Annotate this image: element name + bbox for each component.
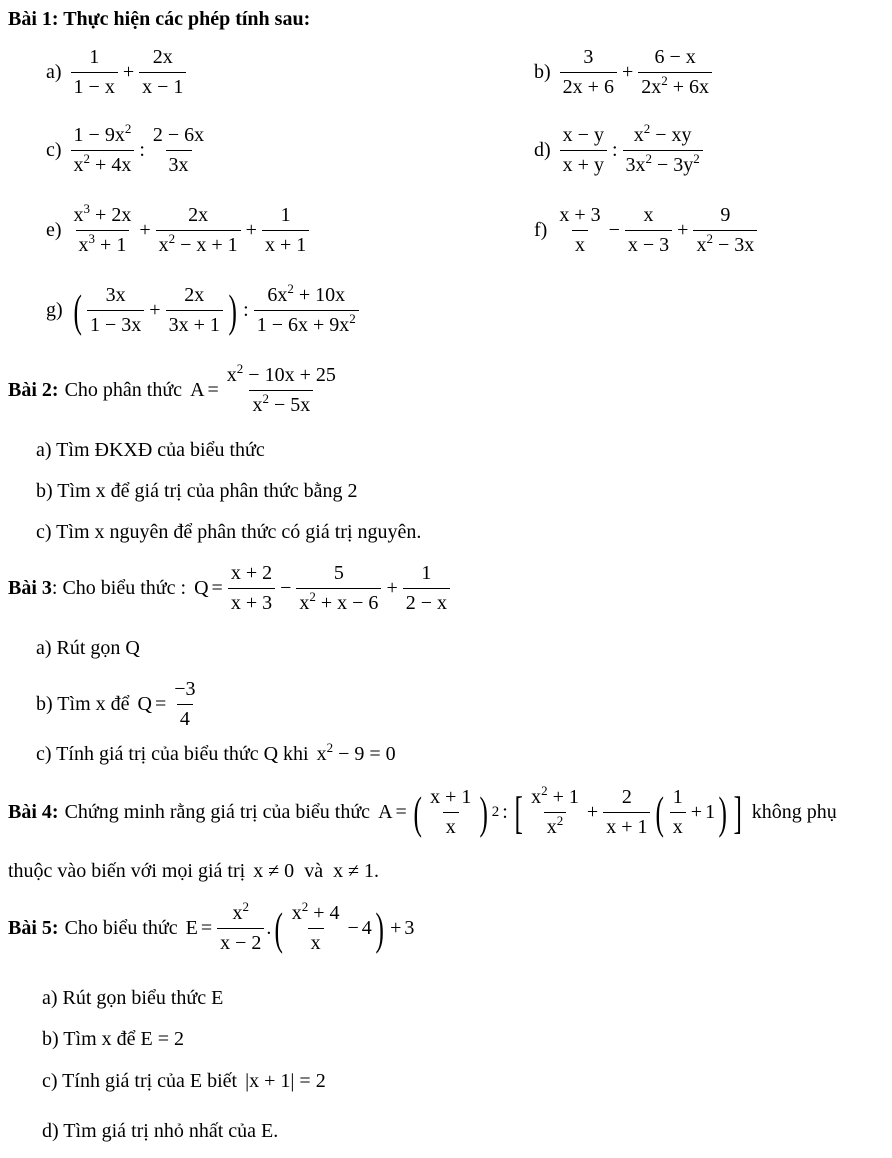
bai4-line2-text: thuộc vào biến với mọi giá trị: [8, 860, 246, 882]
bai3-item-c-text: c) Tính giá trị của biểu thức Q khi: [36, 743, 309, 765]
bai1-a: a) $\frac{1}{1 - x}$ + $\frac{2x}{x - 1}$: [46, 46, 188, 99]
bai3-item-a: a) Rút gọn Q: [36, 637, 140, 659]
item-label: f): [534, 219, 548, 241]
bai3-heading: Bài 3 : Cho biểu thức : Q = $\frac{x + 2}{x + 3}$ − $\frac{5}{x^2 + x - 6}$ + $\frac{1}{2 - x}$: [8, 562, 452, 615]
item-label: g): [46, 299, 63, 321]
bai2-item-a: a) Tìm ĐKXĐ của biểu thức: [36, 439, 265, 461]
bai4-tail: không phụ: [751, 801, 837, 823]
bai2-intro: Cho phân thức: [64, 379, 183, 401]
bai4-line1: Bài 4: Chứng minh rằng giá trị của biểu thức A = ( $\frac{x + 1}{x}$ ) 2 : [ $\frac{x^2 + 1}{x^2}$ + $\frac{2}{x + 1}$ ( $\frac{1}{x}$ + 1 ) ] không phụ: [8, 783, 837, 838]
item-label: e): [46, 219, 62, 241]
bai4-and: và: [304, 860, 324, 882]
bai4-label: Bài 4:: [8, 801, 59, 823]
bai1-b: b) $\frac{3}{2x + 6}$ + $\frac{6 - x}{2x^2 + 6x}$: [534, 46, 714, 99]
bai1-e: e) $\frac{x^3 + 2x}{x^3 + 1}$ + $\frac{2x}{x^2 - x + 1}$ + $\frac{1}{x + 1}$: [46, 204, 311, 257]
bai5-item-a: a) Rút gọn biểu thức E: [42, 987, 224, 1009]
bai4-intro: Chứng minh rằng giá trị của biểu thức: [64, 801, 371, 823]
bai5-item-d: d) Tìm giá trị nhỏ nhất của E.: [42, 1120, 279, 1142]
bai2-item-c: c) Tìm x nguyên để phân thức có giá trị nguyên.: [36, 521, 422, 543]
bai5-item-c-text: c) Tính giá trị của E biết: [42, 1070, 238, 1092]
bai3-intro: : Cho biểu thức :: [51, 577, 187, 599]
bai5-item-b: b) Tìm x để E = 2: [42, 1028, 185, 1050]
bai1-d: d) $\frac{x - y}{x + y}$ : $\frac{x^2 - xy}{3x^2 - 3y^2}$: [534, 124, 705, 177]
bai3-item-c: c) Tính giá trị của biểu thức Q khi $x^2 - 9 = 0$: [36, 740, 396, 765]
bai5-item-c: c) Tính giá trị của E biết |x + 1| = 2: [42, 1070, 326, 1092]
bai3-var: Q: [194, 577, 209, 599]
bai1-c: c) $\frac{1 - 9x^2}{x^2 + 4x}$ : $\frac{2 - 6x}{3x}$: [46, 121, 205, 176]
item-label: c): [46, 139, 62, 161]
item-label: b): [534, 61, 551, 83]
bai5-label: Bài 5:: [8, 917, 59, 939]
bai2-var: A: [190, 379, 205, 401]
bai1-g: g) ( $\frac{3x}{1 - 3x}$ + $\frac{2x}{3x + 1}$ ) : $\frac{6x^2 + 10x}{1 - 6x + 9x^2}$: [46, 284, 361, 337]
bai3-item-b-text: b) Tìm x để: [36, 693, 130, 715]
item-label: a): [46, 61, 62, 83]
bai5-heading: Bài 5: Cho biểu thức E = $\frac{x^2}{x - 2}$ . ( $\frac{x^2 + 4}{x}$ − 4 ) + 3: [8, 899, 415, 954]
bai2-heading: Bài 2: Cho phân thức A = $\frac{x^2 - 10x + 25}{x^2 - 5x}$: [8, 361, 336, 416]
bai4-line2: thuộc vào biến với mọi giá trị x ≠ 0 và x ≠ 1.: [8, 860, 380, 882]
bai2-label: Bài 2:: [8, 379, 59, 401]
bai3-item-b: b) Tìm x để Q = $\frac{-3}{4}$: [36, 678, 196, 730]
bai5-intro: Cho biểu thức: [64, 917, 178, 939]
bai3-label: Bài 3: [8, 577, 52, 599]
item-label: d): [534, 139, 551, 161]
bai2-item-b: b) Tìm x để giá trị của phân thức bằng 2: [36, 480, 358, 502]
bai1-f: f) $\frac{x + 3}{x}$ − $\frac{x}{x - 3}$ + $\frac{9}{x^2 - 3x}$: [534, 204, 759, 257]
bai1-heading: Bài 1: Thực hiện các phép tính sau:: [8, 8, 311, 30]
